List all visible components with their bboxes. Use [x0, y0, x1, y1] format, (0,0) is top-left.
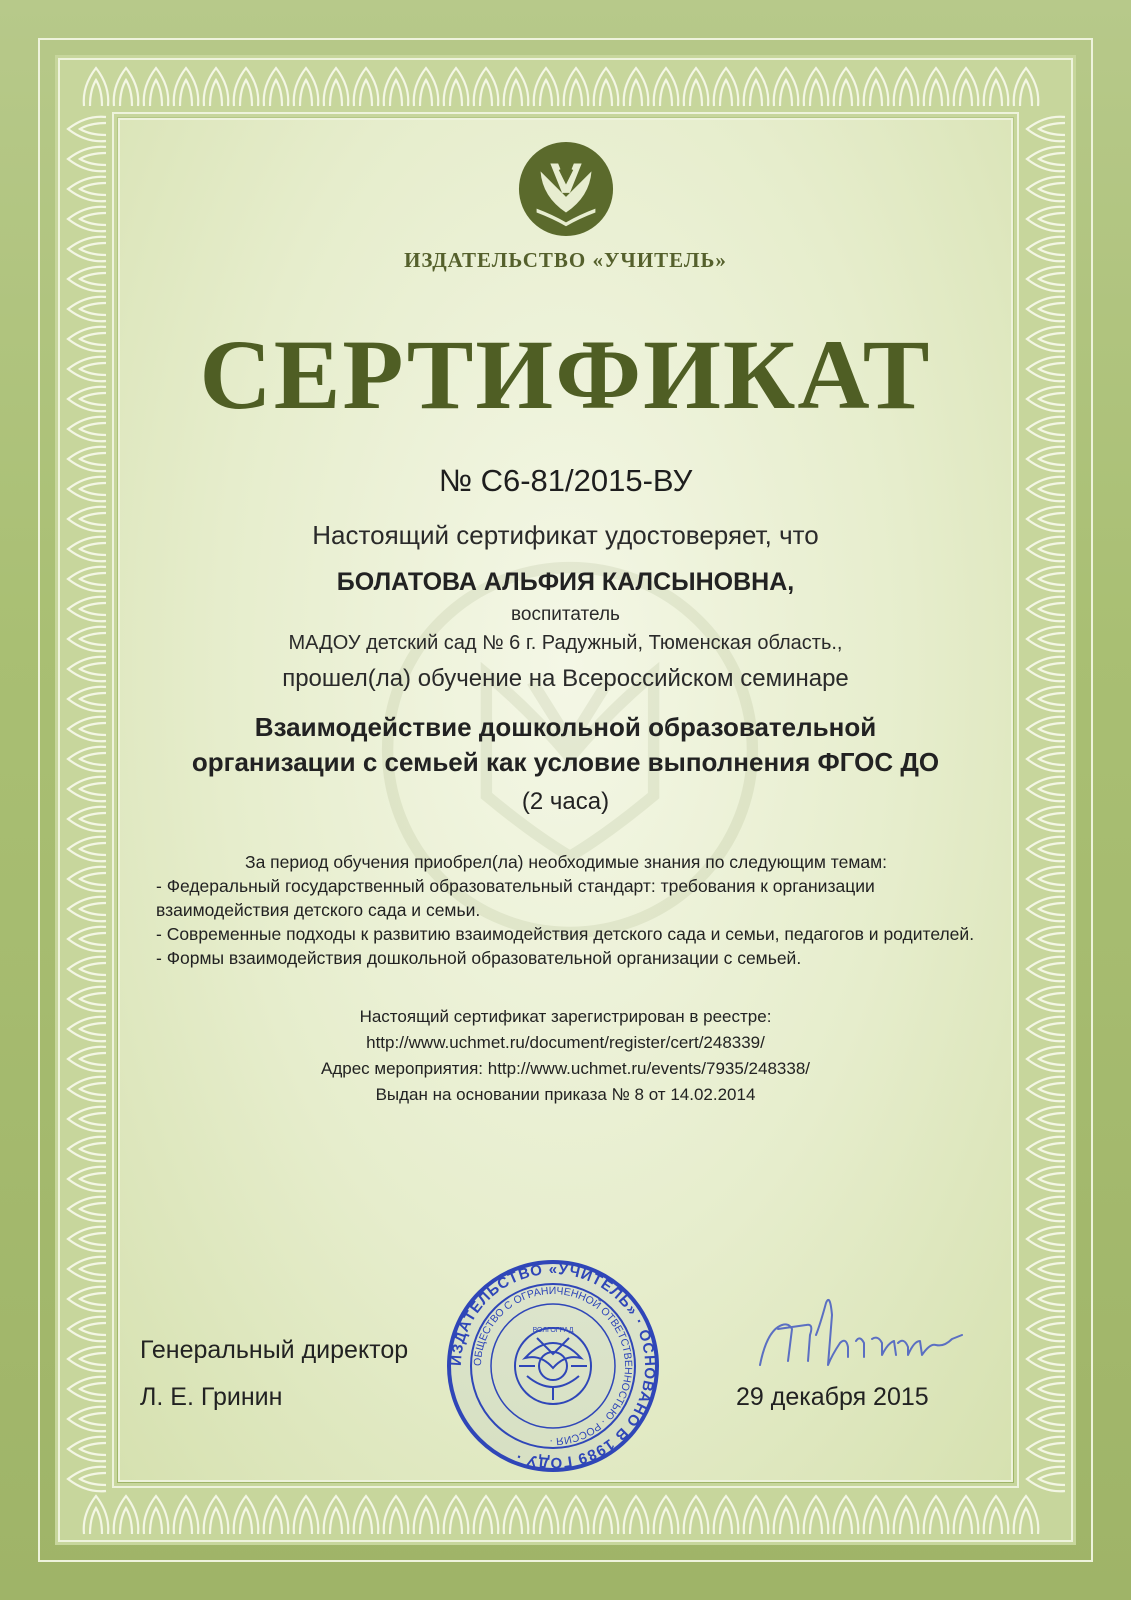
- border-ornament-motif: [1027, 897, 1065, 922]
- border-ornament-motif: [174, 68, 199, 106]
- border-ornament-motif: [324, 68, 349, 106]
- border-ornament-motif: [68, 1017, 106, 1042]
- training-statement: прошел(ла) обучение на Всероссийском семинаре: [282, 665, 849, 692]
- border-ornament-motif: [534, 1496, 559, 1534]
- border-ornament-motif: [894, 1496, 919, 1534]
- border-ornament-motif: [324, 1496, 349, 1534]
- border-ornament-motif: [68, 207, 106, 232]
- border-ornament-motif: [68, 1287, 106, 1312]
- border-ornament-motif: [68, 417, 106, 442]
- registry-statement: Настоящий сертификат зарегистрирован в реестре:: [359, 1007, 772, 1026]
- border-ornament-motif: [68, 657, 106, 682]
- border-ornament-motif: [144, 1496, 169, 1534]
- border-ornament-motif: [894, 68, 919, 106]
- registry-info: [118, 1004, 1013, 1108]
- border-ornament-motif: [68, 357, 106, 382]
- seal-inner-text: ОБЩЕСТВО С ОГРАНИЧЕННОЙ ОТВЕТСТВЕННОСТЬЮ · РОССИЯ ·: [471, 1284, 635, 1448]
- border-ornament-motif: [68, 957, 106, 982]
- border-ornament-motif: [68, 1167, 106, 1192]
- border-ornament-motif: [924, 68, 949, 106]
- border-ornament-motif: [68, 1467, 106, 1492]
- border-ornament-motif: [714, 68, 739, 106]
- border-ornament-motif: [1014, 68, 1039, 106]
- border-ornament-motif: [68, 897, 106, 922]
- border-ornament-motif: [564, 68, 589, 106]
- border-ornament-motif: [68, 1257, 106, 1282]
- border-ornament-motif: [474, 1496, 499, 1534]
- border-ornament-motif: [68, 837, 106, 862]
- border-ornament-motif: [114, 68, 139, 106]
- border-ornament-motif: [1027, 1077, 1065, 1102]
- seminar-title-line2: организации с семьей как условие выполнения ФГОС ДО: [191, 747, 940, 777]
- border-ornament-motif: [1027, 627, 1065, 652]
- border-ornament-motif: [1027, 1317, 1065, 1342]
- border-ornament-motif: [564, 1496, 589, 1534]
- border-ornament-motif: [68, 177, 106, 202]
- border-ornament-motif: [68, 1107, 106, 1132]
- signatory-title: Генеральный директор: [140, 1336, 409, 1364]
- certificate-number: № С6-81/2015-ВУ: [438, 463, 693, 498]
- border-ornament-motif: [1027, 387, 1065, 412]
- issue-basis: Выдан на основании приказа № 8 от 14.02.2014: [375, 1085, 756, 1104]
- border-ornament-motif: [68, 147, 106, 172]
- border-ornament-motif: [474, 68, 499, 106]
- border-ornament-motif: [1027, 1137, 1065, 1162]
- border-ornament-motif: [68, 387, 106, 412]
- border-ornament-motif: [834, 68, 859, 106]
- border-ornament-motif: [68, 927, 106, 952]
- border-ornament-motif: [1027, 777, 1065, 802]
- border-ornament-motif: [1027, 867, 1065, 892]
- border-ornament-motif: [68, 1437, 106, 1462]
- border-ornament-motif: [68, 807, 106, 832]
- border-ornament-motif: [594, 68, 619, 106]
- border-ornament-motif: [264, 1496, 289, 1534]
- border-ornament-motif: [68, 1047, 106, 1072]
- border-ornament-motif: [1027, 1407, 1065, 1432]
- issue-date: 29 декабря 2015: [736, 1383, 929, 1411]
- border-ornament-motif: [234, 1496, 259, 1534]
- border-ornament-motif: [1027, 747, 1065, 772]
- border-ornament-motif: [68, 567, 106, 592]
- border-ornament-motif: [1027, 1347, 1065, 1372]
- border-ornament-motif: [1027, 267, 1065, 292]
- border-ornament-motif: [68, 1197, 106, 1222]
- seal-outer-text: ИЗДАТЕЛЬСТВО «УЧИТЕЛЬ» · ОСНОВАНО В 1989 ГОДУ ·: [447, 1260, 659, 1472]
- border-ornament-motif: [68, 477, 106, 502]
- border-ornament-motif: [1027, 117, 1065, 142]
- border-ornament-motif: [234, 68, 259, 106]
- border-ornament-motif: [68, 447, 106, 472]
- border-ornament-motif: [1027, 507, 1065, 532]
- topic-item: - Формы взаимодействия дошкольной образовательной организации с семьей.: [156, 948, 802, 968]
- border-ornament-motif: [504, 68, 529, 106]
- border-ornament-motif: [1027, 1227, 1065, 1252]
- seminar-hours: (2 часа): [521, 788, 610, 815]
- border-ornament-motif: [68, 1227, 106, 1252]
- border-ornament-motif: [68, 1317, 106, 1342]
- border-ornament-motif: [414, 1496, 439, 1534]
- border-ornament-motif: [68, 747, 106, 772]
- border-ornament-motif: [84, 1496, 109, 1534]
- border-ornament-motif: [504, 1496, 529, 1534]
- border-ornament-motif: [68, 627, 106, 652]
- border-ornament-motif: [144, 68, 169, 106]
- border-ornament-motif: [1027, 1017, 1065, 1042]
- border-ornament-motif: [294, 68, 319, 106]
- border-ornament-motif: [774, 1496, 799, 1534]
- border-ornament-motif: [1027, 1467, 1065, 1492]
- border-ornament-motif: [68, 777, 106, 802]
- border-ornament-motif: [1027, 1377, 1065, 1402]
- border-ornament-motif: [714, 1496, 739, 1534]
- border-ornament-motif: [834, 1496, 859, 1534]
- border-ornament-motif: [68, 987, 106, 1012]
- border-ornament-motif: [68, 597, 106, 622]
- border-ornament-motif: [68, 1407, 106, 1432]
- border-ornament-motif: [384, 68, 409, 106]
- seal-city-text: ВОЛГОГРАД: [532, 1327, 574, 1334]
- official-seal-stamp: [445, 1258, 661, 1474]
- border-ornament-motif: [1027, 1287, 1065, 1312]
- border-ornament-motif: [384, 1496, 409, 1534]
- border-ornament-motif: [1027, 987, 1065, 1012]
- border-ornament-motif: [1027, 207, 1065, 232]
- handwritten-signature: [748, 1295, 978, 1385]
- border-ornament-motif: [174, 1496, 199, 1534]
- border-ornament-motif: [1027, 1437, 1065, 1462]
- certificate-title: СЕРТИФИКАТ: [199, 319, 932, 430]
- border-ornament-motif: [68, 237, 106, 262]
- border-ornament-motif: [68, 1347, 106, 1372]
- border-ornament-motif: [624, 1496, 649, 1534]
- border-ornament-motif: [1027, 327, 1065, 352]
- border-ornament-motif: [534, 68, 559, 106]
- border-ornament-motif: [684, 68, 709, 106]
- topics-intro: За период обучения приобрел(ла) необходимые знания по следующим темам:: [245, 852, 887, 872]
- border-ornament-motif: [68, 117, 106, 142]
- border-ornament-motif: [68, 717, 106, 742]
- border-ornament-motif: [1027, 597, 1065, 622]
- publisher-logo-icon: [517, 140, 615, 238]
- border-ornament-motif: [68, 327, 106, 352]
- border-ornament-motif: [264, 68, 289, 106]
- topic-item: - Современные подходы к развитию взаимодействия детского сада и семьи, педагогов и родителей.: [156, 924, 975, 944]
- border-ornament-motif: [1027, 1047, 1065, 1072]
- border-ornament-motif: [84, 68, 109, 106]
- border-ornament-motif: [654, 1496, 679, 1534]
- border-ornament-motif: [68, 1137, 106, 1162]
- border-ornament-motif: [984, 1496, 1009, 1534]
- border-ornament-motif: [924, 1496, 949, 1534]
- topics-section: [156, 850, 976, 970]
- signatory-name: Л. Е. Гринин: [140, 1383, 283, 1411]
- border-ornament-motif: [744, 1496, 769, 1534]
- border-ornament-motif: [1027, 717, 1065, 742]
- border-ornament-motif: [1027, 1107, 1065, 1132]
- border-ornament-motif: [354, 68, 379, 106]
- border-ornament-motif: [414, 68, 439, 106]
- border-ornament-motif: [204, 1496, 229, 1534]
- recipient-organization: МАДОУ детский сад № 6 г. Радужный, Тюменская область.,: [288, 632, 843, 654]
- border-ornament-motif: [1027, 837, 1065, 862]
- border-ornament-motif: [68, 687, 106, 712]
- border-ornament-motif: [1027, 657, 1065, 682]
- border-ornament-motif: [774, 68, 799, 106]
- border-ornament-motif: [68, 1377, 106, 1402]
- border-ornament-motif: [294, 1496, 319, 1534]
- border-ornament-motif: [444, 1496, 469, 1534]
- event-address[interactable]: Адрес мероприятия: http://www.uchmet.ru/events/7935/248338/: [321, 1059, 810, 1078]
- border-ornament-motif: [68, 537, 106, 562]
- border-ornament-motif: [954, 1496, 979, 1534]
- border-ornament-motif: [864, 1496, 889, 1534]
- border-ornament-motif: [804, 68, 829, 106]
- border-ornament-motif: [1027, 537, 1065, 562]
- border-ornament-motif: [1027, 477, 1065, 502]
- border-ornament-motif: [984, 68, 1009, 106]
- publisher-name: ИЗДАТЕЛЬСТВО «УЧИТЕЛЬ»: [404, 248, 727, 272]
- border-ornament-motif: [804, 1496, 829, 1534]
- border-ornament-motif: [204, 68, 229, 106]
- recipient-position: воспитатель: [511, 604, 620, 625]
- border-ornament-motif: [68, 267, 106, 292]
- border-ornament-motif: [1027, 807, 1065, 832]
- recipient-name: БОЛАТОВА АЛЬФИЯ КАЛСЫНОВНА,: [336, 568, 795, 596]
- border-ornament-motif: [68, 867, 106, 892]
- border-ornament-motif: [1027, 147, 1065, 172]
- border-ornament-motif: [1027, 177, 1065, 202]
- border-ornament-motif: [684, 1496, 709, 1534]
- border-ornament-motif: [624, 68, 649, 106]
- border-ornament-motif: [1027, 357, 1065, 382]
- border-ornament-motif: [68, 507, 106, 532]
- seminar-title-line1: Взаимодействие дошкольной образовательной: [254, 712, 877, 742]
- border-ornament-motif: [1027, 927, 1065, 952]
- border-ornament-motif: [1027, 1197, 1065, 1222]
- border-ornament-motif: [1027, 567, 1065, 592]
- border-ornament-motif: [1014, 1496, 1039, 1534]
- border-ornament-motif: [954, 68, 979, 106]
- border-ornament-motif: [1027, 1167, 1065, 1192]
- border-ornament-motif: [1027, 237, 1065, 262]
- border-ornament-motif: [114, 1496, 139, 1534]
- border-ornament-motif: [68, 297, 106, 322]
- border-ornament-motif: [744, 68, 769, 106]
- border-ornament-motif: [1027, 417, 1065, 442]
- border-ornament-motif: [444, 68, 469, 106]
- border-ornament-motif: [1027, 957, 1065, 982]
- border-ornament-motif: [654, 68, 679, 106]
- border-ornament-motif: [864, 68, 889, 106]
- registry-link[interactable]: http://www.uchmet.ru/document/register/cert/248339/: [366, 1033, 765, 1052]
- border-ornament-motif: [594, 1496, 619, 1534]
- certifies-text: Настоящий сертификат удостоверяет, что: [312, 520, 819, 550]
- border-ornament-motif: [354, 1496, 379, 1534]
- border-ornament-motif: [1027, 447, 1065, 472]
- border-ornament-motif: [1027, 297, 1065, 322]
- border-ornament-motif: [68, 1077, 106, 1102]
- topic-item: - Федеральный государственный образовательный стандарт: требования к организации взаимодействия детского сада и семьи.: [156, 876, 875, 920]
- border-ornament-motif: [1027, 687, 1065, 712]
- border-ornament-motif: [1027, 1257, 1065, 1282]
